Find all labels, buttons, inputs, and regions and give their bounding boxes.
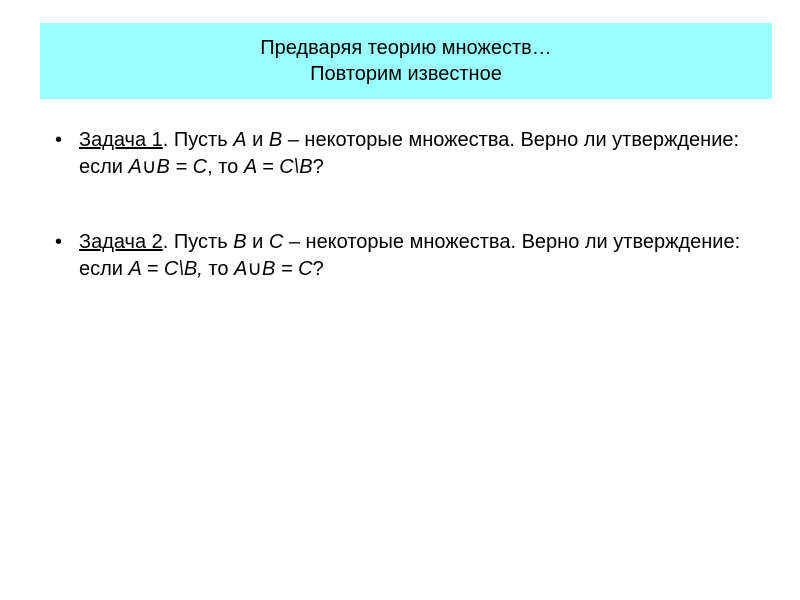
slide-title-line-1: Предваряя теорию множеств… bbox=[260, 37, 552, 59]
bullet-icon: • bbox=[55, 231, 63, 253]
slide-title-line-2: Повторим известное bbox=[310, 63, 502, 85]
task-1-text-part: , то bbox=[207, 156, 244, 178]
task-1-math: B bbox=[268, 129, 283, 151]
task-1-text-part: ? bbox=[312, 156, 324, 178]
task-2 bbox=[55, 229, 755, 283]
task-2-math: C bbox=[268, 231, 284, 253]
task-2-text-part: ? bbox=[312, 258, 324, 280]
task-2-text-part: и bbox=[246, 231, 269, 253]
task-1 bbox=[55, 127, 755, 181]
bullet-icon: • bbox=[55, 129, 63, 151]
task-1-text bbox=[79, 127, 755, 181]
task-2-label: Задача 2 bbox=[79, 231, 163, 253]
task-1-math: A∪B = C bbox=[128, 156, 208, 178]
task-2-text-part: то bbox=[202, 258, 234, 280]
task-2-math: B bbox=[233, 231, 247, 253]
task-2-text bbox=[79, 229, 755, 283]
task-1-label: Задача 1 bbox=[79, 129, 163, 151]
task-1-math: A = C\B bbox=[243, 156, 313, 178]
task-1-text-part: и bbox=[246, 129, 269, 151]
task-2-math: A∪B = C bbox=[234, 258, 313, 280]
task-1-text-part: – некоторые множества. Верно ли утверждение: если bbox=[79, 129, 740, 178]
task-1-text-part: . Пусть bbox=[162, 129, 234, 151]
task-1-math: A bbox=[233, 129, 247, 151]
slide-title bbox=[40, 23, 772, 99]
task-2-text-part: . Пусть bbox=[162, 231, 234, 253]
task-2-math: A = C\B, bbox=[128, 258, 203, 280]
task-2-text-part: – некоторые множества. Верно ли утверждение: если bbox=[79, 231, 741, 280]
